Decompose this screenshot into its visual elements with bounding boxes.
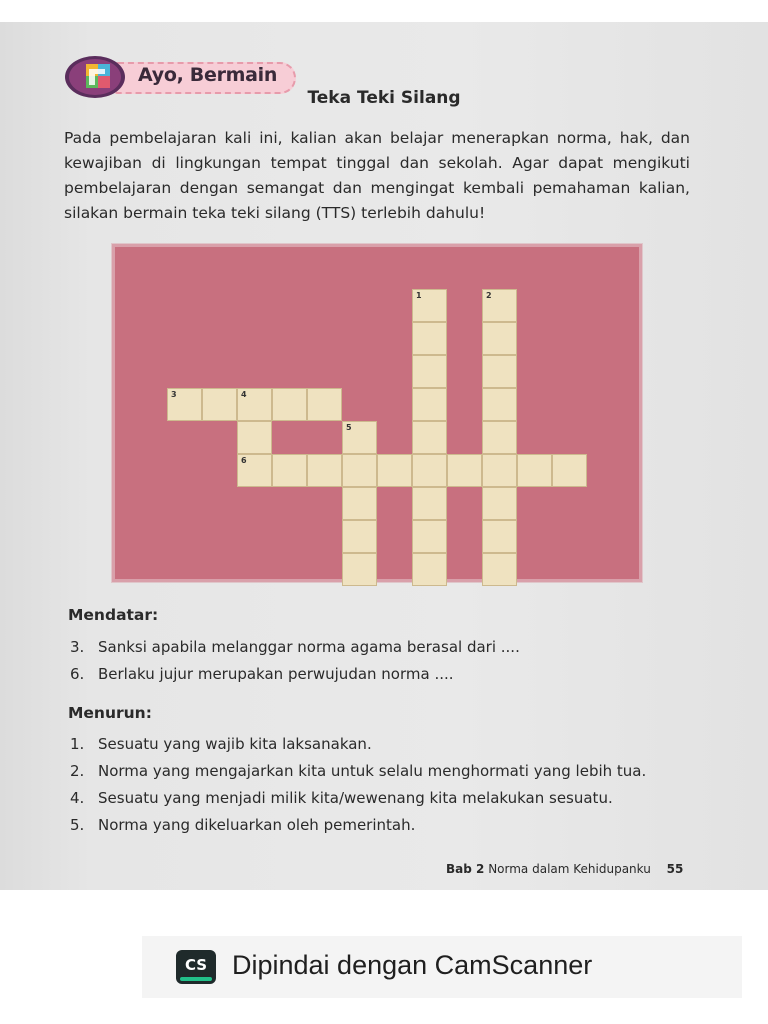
crossword-cell[interactable]: [272, 388, 307, 421]
crossword-cell[interactable]: [412, 520, 447, 553]
crossword-cell[interactable]: [342, 553, 377, 586]
crossword-cell[interactable]: [482, 553, 517, 586]
badge-title: Ayo, Bermain: [138, 64, 278, 86]
clue-text: Norma yang mengajarkan kita untuk selalu menghormati yang lebih tua.: [98, 762, 647, 780]
crossword-cell[interactable]: [342, 421, 377, 454]
crossword-cell[interactable]: [482, 322, 517, 355]
crossword-cell[interactable]: [517, 454, 552, 487]
clue-number: 6.: [70, 665, 85, 683]
clue-across-3: [70, 638, 520, 656]
across-heading: Mendatar:: [68, 606, 159, 624]
crossword-cell[interactable]: [412, 553, 447, 586]
crossword-cell[interactable]: [377, 454, 412, 487]
clue-down-2: [70, 762, 646, 780]
crossword-cell[interactable]: [552, 454, 587, 487]
chapter-title: Norma dalam Kehidupanku: [488, 862, 651, 876]
clue-number: 2.: [70, 762, 85, 780]
cell-number: 2: [486, 291, 492, 300]
cell-number: 6: [241, 456, 247, 465]
crossword-cell[interactable]: [307, 454, 342, 487]
crossword-cell[interactable]: [482, 355, 517, 388]
page-footer: [446, 862, 683, 876]
clue-down-1: [70, 735, 372, 753]
clue-text: Sesuatu yang menjadi milik kita/wewenang kita melakukan sesuatu.: [98, 789, 613, 807]
clue-number: 3.: [70, 638, 85, 656]
crossword-cell[interactable]: [237, 454, 272, 487]
crossword-board: [112, 244, 642, 582]
cell-number: 5: [346, 423, 352, 432]
intro-paragraph: Pada pembelajaran kali ini, kalian akan belajar menerapkan norma, hak, dan kewajiban di lingkungan tempat tinggal dan sekolah. Agar dapat mengikuti pembelajaran dengan semangat dan mengingat kembali pemahaman kalian, silakan bermain teka teki silang (TTS) terlebih dahulu!: [64, 129, 690, 222]
crossword-cell[interactable]: [482, 289, 517, 322]
clue-number: 5.: [70, 816, 85, 834]
scanner-text: Dipindai dengan CamScanner: [232, 950, 593, 980]
clue-text: Sanksi apabila melanggar norma agama berasal dari ....: [98, 638, 520, 656]
clue-number: 4.: [70, 789, 85, 807]
crossword-cell[interactable]: [167, 388, 202, 421]
book-page: [0, 22, 768, 890]
crossword-cell[interactable]: [412, 322, 447, 355]
crossword-cell[interactable]: [447, 454, 482, 487]
crossword-cell[interactable]: [342, 454, 377, 487]
crossword-cell[interactable]: [412, 289, 447, 322]
cell-number: 3: [171, 390, 177, 399]
chapter-label: Bab 2: [446, 862, 485, 876]
crossword-cell[interactable]: [412, 355, 447, 388]
crossword-cell[interactable]: [202, 388, 237, 421]
cell-number: 1: [416, 291, 422, 300]
clue-text: Norma yang dikeluarkan oleh pemerintah.: [98, 816, 416, 834]
clue-across-6: [70, 665, 454, 683]
clue-down-4: [70, 789, 613, 807]
crossword-cell[interactable]: [482, 388, 517, 421]
clue-text: Sesuatu yang wajib kita laksanakan.: [98, 735, 372, 753]
scanner-watermark: [142, 936, 742, 998]
crossword-cell[interactable]: [482, 421, 517, 454]
crossword-cell[interactable]: [237, 388, 272, 421]
cell-number: 4: [241, 390, 247, 399]
crossword-cell[interactable]: [307, 388, 342, 421]
page-title: Teka Teki Silang: [307, 88, 461, 108]
crossword-cell[interactable]: [482, 520, 517, 553]
crossword-cell[interactable]: [342, 520, 377, 553]
crossword-cell[interactable]: [342, 487, 377, 520]
clue-down-5: [70, 816, 415, 834]
crossword-cell[interactable]: [237, 421, 272, 454]
crossword-cell[interactable]: [482, 454, 517, 487]
crossword-cell[interactable]: [272, 454, 307, 487]
down-heading: Menurun:: [68, 704, 152, 722]
crossword-cell[interactable]: [412, 388, 447, 421]
clue-text: Berlaku jujur merupakan perwujudan norma ....: [98, 665, 454, 683]
page-number: 55: [666, 862, 684, 876]
crossword-cell[interactable]: [412, 487, 447, 520]
crossword-cell[interactable]: [482, 487, 517, 520]
clue-number: 1.: [70, 735, 85, 753]
crossword-cell[interactable]: [412, 421, 447, 454]
camscanner-logo: CS: [176, 950, 216, 984]
crossword-cell[interactable]: [412, 454, 447, 487]
